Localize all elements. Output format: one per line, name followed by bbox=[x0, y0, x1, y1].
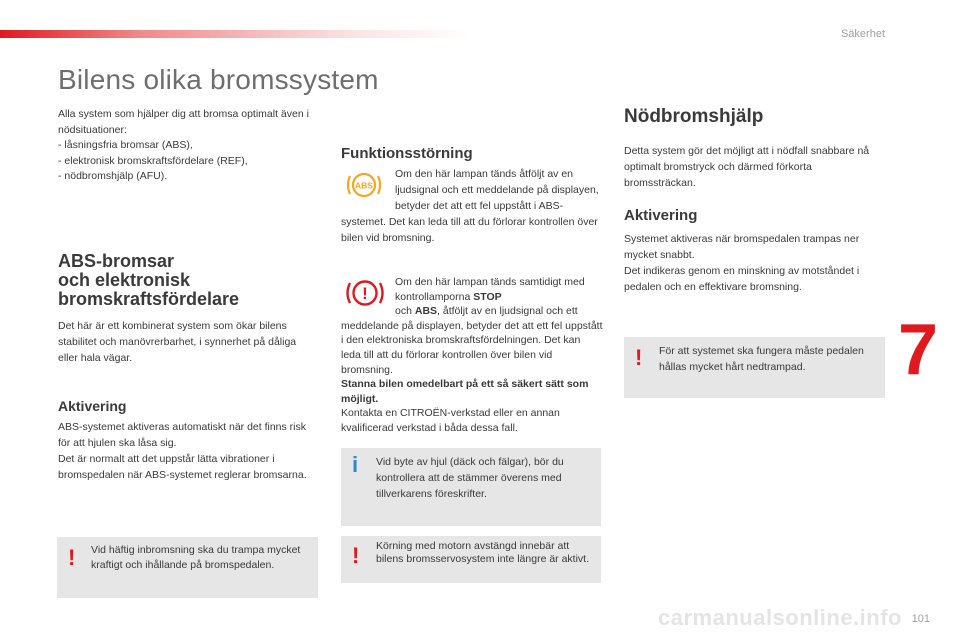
emergency-warning-box bbox=[624, 337, 885, 398]
abs-activation-text bbox=[58, 419, 314, 483]
page-title: Bilens olika bromssystem bbox=[58, 64, 379, 95]
lamp2-stop-instruction: Stanna bilen omedelbart på ett så säkert sätt som möjligt. bbox=[341, 378, 589, 405]
lamp2-abs-label: ABS bbox=[414, 305, 438, 318]
malfunction-warning-box bbox=[341, 536, 601, 583]
intro-item-afu: - nödbromshjälp (AFU). bbox=[58, 170, 168, 182]
intro-block bbox=[58, 107, 328, 185]
lamp2-text-part: , åtföljt av en ljudsignal och ett meddelande på displayen, betyder det att ett fel uppstått i den elektroniska bromskraftsfördelningen. Det kan leda till att du förlorar kontrollen över bilen vid bromsning. bbox=[341, 305, 603, 376]
info-icon: i bbox=[352, 452, 359, 477]
warning-icon: ! bbox=[635, 345, 643, 370]
brake-fault-lamp-label: ! bbox=[362, 284, 368, 303]
abs-warning-box bbox=[57, 537, 318, 598]
emergency-activation-heading: Aktivering bbox=[624, 207, 698, 224]
abs-lamp-label: ABS bbox=[355, 180, 373, 191]
abs-description: Det här är ett kombinerat system som ökar bilens stabilitet och manövrerbarhet, i synnerhet på dåliga eller hala vägar. bbox=[58, 320, 297, 364]
malfunction-heading: Funktionsstörning bbox=[341, 145, 473, 162]
warning-icon: ! bbox=[68, 545, 76, 570]
abs-activation-line: ABS-systemet aktiveras automatiskt när det finns risk för att hjulen ska låsa sig. bbox=[58, 421, 307, 449]
emergency-activation-text bbox=[624, 231, 886, 295]
abs-heading bbox=[58, 252, 328, 309]
info-box bbox=[341, 448, 601, 526]
abs-heading-line: ABS-bromsar bbox=[58, 251, 175, 271]
section-name: Säkerhet bbox=[840, 28, 885, 40]
abs-heading-line: och elektronisk bbox=[58, 270, 191, 290]
lamp1-text bbox=[341, 166, 603, 246]
lamp2-contact-text: Kontakta en CITROËN-verkstad eller en annan kvalificerad verkstad i båda dessa fall. bbox=[341, 407, 560, 434]
abs-warning-text: Vid häftig inbromsning ska du trampa mycket kraftigt och ihållande på bromspedalen. bbox=[91, 544, 301, 571]
emergency-warning-text: För att systemet ska fungera måste pedalen hållas mycket hårt nedtrampad. bbox=[659, 345, 864, 373]
abs-activation-heading: Aktivering bbox=[58, 398, 127, 414]
abs-activation-line: Det är normalt att det uppstår lätta vibrationer i bromspedalen när ABS-systemet reglerar bromsarna. bbox=[58, 453, 307, 481]
warning-icon: ! bbox=[352, 543, 360, 568]
emergency-description: Detta system gör det möjligt att i nödfall snabbare nå optimalt bromstryck och därmed förkorta bromssträckan. bbox=[624, 145, 870, 189]
lamp2-stop-label: STOP bbox=[473, 290, 502, 303]
lamp2-text bbox=[341, 275, 603, 436]
chapter-number: 7 bbox=[897, 310, 938, 390]
emergency-activation-line: Det indikeras genom en minskning av motståndet i pedalen och en effektivare bromsning. bbox=[624, 265, 860, 293]
header-red-band bbox=[0, 30, 470, 38]
intro-text: Alla system som hjälper dig att bromsa optimalt även i nödsituationer: bbox=[58, 108, 309, 136]
lamp1-description: Om den här lampan tänds åtföljt av en ljudsignal och ett meddelande på displayen, betyder det att ett fel uppstått i ABS-systemet. Det kan leda till att du förlorar kontrollen över bilen vid bromsning. bbox=[341, 168, 599, 244]
intro-item-abs: - låsningsfria bromsar (ABS), bbox=[58, 139, 193, 151]
lamp2-text-part: och bbox=[395, 305, 415, 318]
lamp2-float-spacer bbox=[341, 275, 395, 317]
emergency-heading: Nödbromshjälp bbox=[624, 106, 764, 127]
info-box-text: Vid byte av hjul (däck och fälgar), bör du kontrollera att de stämmer överens med tillverkarens föreskrifter. bbox=[376, 456, 564, 500]
malfunction-warning-text: Körning med motorn avstängd innebär att bilens bromsservosystem inte längre är aktivt. bbox=[376, 540, 589, 565]
lamp2-text-part: Om den här lampan tänds samtidigt med kontrollamporna bbox=[395, 276, 585, 303]
watermark: carmanualsonline.info bbox=[658, 605, 902, 630]
intro-item-ref: - elektronisk bromskraftsfördelare (REF), bbox=[58, 154, 248, 167]
page-number: 101 bbox=[911, 613, 930, 625]
emergency-activation-line: Systemet aktiveras när bromspedalen trampas ner mycket snabbt. bbox=[624, 233, 860, 261]
lamp1-float-spacer bbox=[341, 166, 395, 214]
abs-heading-line: bromskraftsfördelare bbox=[58, 289, 240, 309]
